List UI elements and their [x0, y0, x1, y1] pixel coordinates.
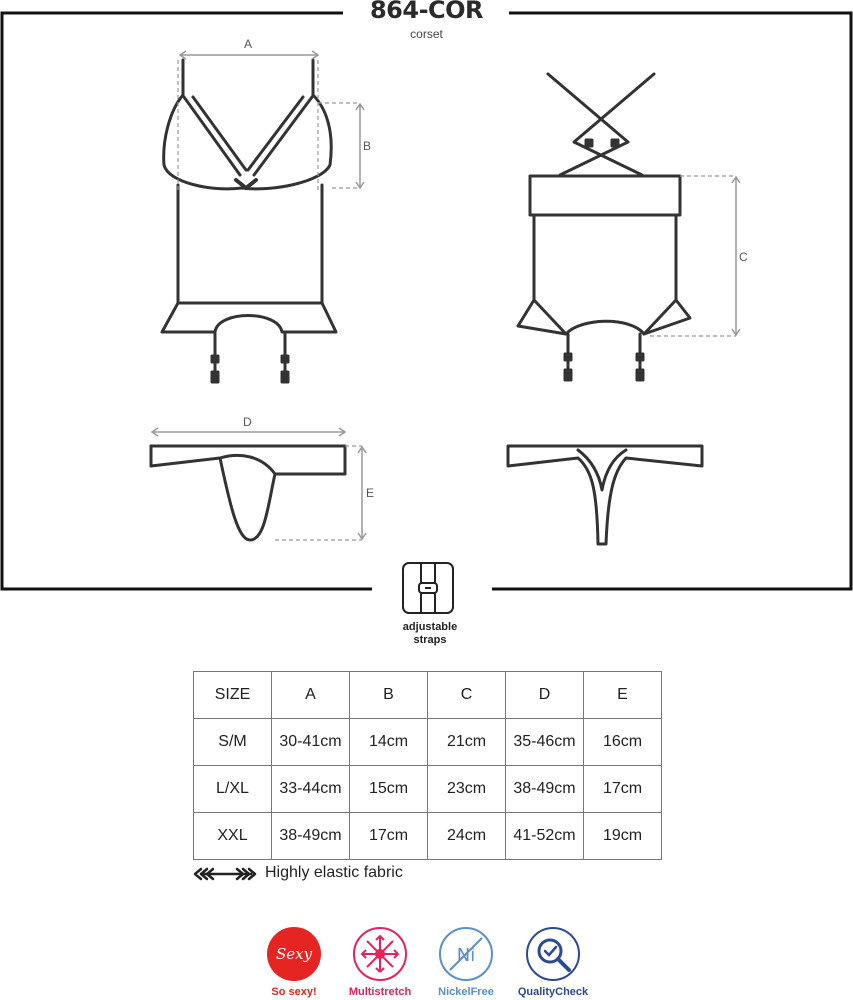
product-type: corset — [410, 27, 443, 41]
table-header: D — [506, 672, 584, 719]
product-code: 864-COR — [369, 0, 484, 24]
stretch-arrows-icon — [193, 866, 257, 882]
badge-label-qualitycheck: QualityCheck — [517, 986, 589, 998]
table-cell: 15cm — [350, 766, 428, 813]
badge-label-multistretch: Multistretch — [348, 986, 412, 998]
table-cell: S/M — [194, 719, 272, 766]
fabric-note: Highly elastic fabric — [265, 864, 403, 881]
corset-back-drawing — [518, 74, 690, 380]
table-cell: 21cm — [428, 719, 506, 766]
table-header: B — [350, 672, 428, 719]
table-cell: 38-49cm — [506, 766, 584, 813]
table-cell: 17cm — [350, 813, 428, 860]
table-cell: 35-46cm — [506, 719, 584, 766]
quality-check-icon — [525, 926, 581, 982]
table-cell: 23cm — [428, 766, 506, 813]
table-cell: 30-41cm — [272, 719, 350, 766]
table-row — [194, 813, 662, 860]
table-cell: L/XL — [194, 766, 272, 813]
corset-front-drawing — [162, 60, 336, 382]
thong-front-drawing — [151, 446, 345, 540]
table-row — [194, 719, 662, 766]
adjustable-straps-icon — [401, 561, 455, 615]
dimension-label-b: B — [363, 139, 372, 153]
table-header: C — [428, 672, 506, 719]
table-cell: 16cm — [584, 719, 662, 766]
svg-text:Ni: Ni — [456, 945, 476, 966]
table-cell: 41-52cm — [506, 813, 584, 860]
svg-text:Sexy: Sexy — [275, 945, 313, 963]
table-row — [194, 766, 662, 813]
table-cell: 38-49cm — [272, 813, 350, 860]
table-header: E — [584, 672, 662, 719]
table-cell: 24cm — [428, 813, 506, 860]
dimension-label-e: E — [366, 486, 375, 500]
badge-label-nickelfree: NickelFree — [438, 986, 494, 998]
table-header-row — [194, 672, 662, 719]
dimension-label-a: A — [244, 37, 253, 51]
table-cell: 14cm — [350, 719, 428, 766]
table-cell: 33-44cm — [272, 766, 350, 813]
badge-label-so-sexy: So sexy! — [271, 986, 317, 998]
nickel-free-icon — [438, 926, 494, 982]
table-cell: 19cm — [584, 813, 662, 860]
table-cell: XXL — [194, 813, 272, 860]
thong-back-drawing — [508, 446, 702, 544]
size-table — [193, 671, 662, 860]
dimension-label-d: D — [243, 415, 252, 429]
table-cell: 17cm — [584, 766, 662, 813]
multistretch-icon — [352, 926, 408, 982]
table-header: A — [272, 672, 350, 719]
dimension-label-c: C — [739, 250, 748, 264]
sexy-icon — [266, 926, 322, 982]
adjustable-straps-label: adjustable straps — [402, 621, 458, 646]
table-header: SIZE — [194, 672, 272, 719]
